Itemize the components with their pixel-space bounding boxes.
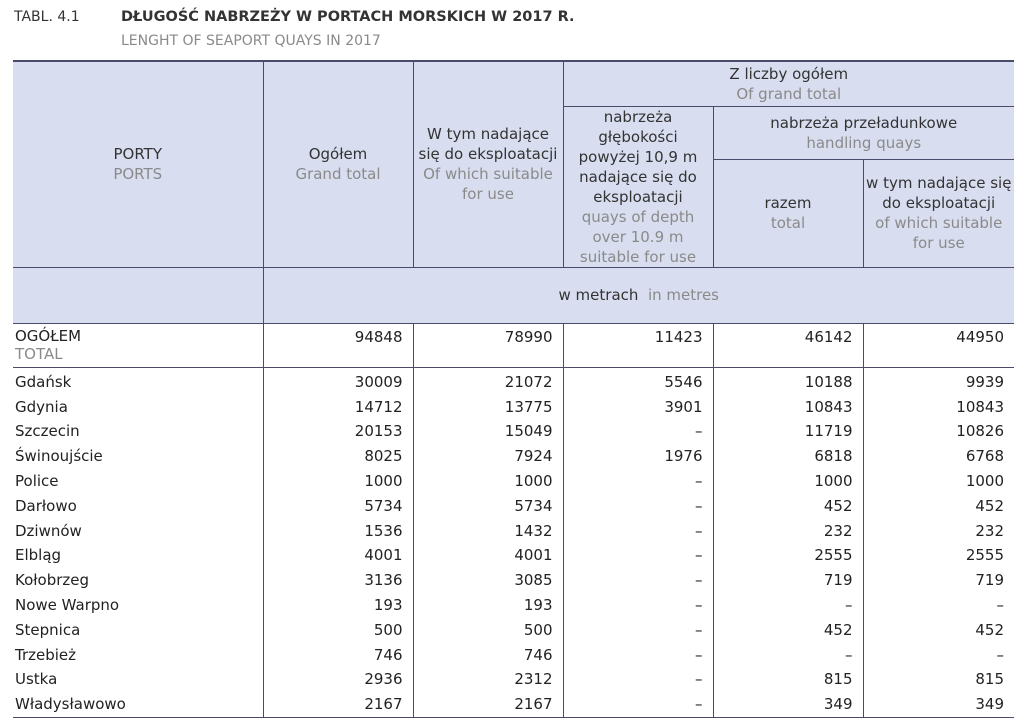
cell-grand-total: 746 <box>263 642 413 667</box>
table-row <box>13 642 1014 667</box>
cell-suitable: 2312 <box>413 667 563 692</box>
cell-deep-quays: 3901 <box>563 394 713 419</box>
cell-handling-suitable: 2555 <box>863 543 1014 568</box>
cell-deep-quays: – <box>563 593 713 618</box>
port-name: Trzebież <box>15 645 77 664</box>
header-units-pl: w metrach <box>558 286 639 304</box>
header-of-grand-total-en: Of grand total <box>736 84 842 103</box>
cell-handling-suitable: 719 <box>863 568 1014 593</box>
cell-grand-total: 5734 <box>263 493 413 518</box>
cell-deep-quays: – <box>563 617 713 642</box>
table-title-polish: DŁUGOŚĆ NABRZEŻY W PORTACH MORSKICH W 2017 R. <box>121 9 575 25</box>
cell-handling-total: 452 <box>713 493 863 518</box>
port-name: Kołobrzeg <box>15 571 90 590</box>
cell-handling-total: 1000 <box>713 469 863 494</box>
cell-handling-total: – <box>713 593 863 618</box>
cell-deep-quays: – <box>563 642 713 667</box>
cell-handling-total: 232 <box>713 518 863 543</box>
table-row <box>13 367 1014 394</box>
total-grand-total: 94848 <box>263 323 413 367</box>
header-handling-total-pl: razem <box>764 194 812 213</box>
table-row <box>13 692 1014 717</box>
cell-deep-quays: 1976 <box>563 444 713 469</box>
total-label-pl: OGÓŁEM <box>15 326 82 345</box>
table-header <box>13 61 1014 323</box>
cell-handling-suitable: – <box>863 642 1014 667</box>
cell-grand-total: 3136 <box>263 568 413 593</box>
cell-grand-total: 500 <box>263 617 413 642</box>
header-ports-pl: PORTY <box>113 145 162 164</box>
table-row <box>13 493 1014 518</box>
cell-handling-total: 10188 <box>713 367 863 394</box>
port-name: Darłowo <box>15 496 77 515</box>
table-row <box>13 568 1014 593</box>
cell-deep-quays: – <box>563 493 713 518</box>
cell-deep-quays: – <box>563 518 713 543</box>
cell-deep-quays: – <box>563 667 713 692</box>
port-name: Elbląg <box>15 546 62 565</box>
quays-table <box>13 60 1014 718</box>
header-handling-total-en: total <box>770 214 806 233</box>
table-number: TABL. 4.1 <box>14 9 80 25</box>
cell-handling-suitable: 815 <box>863 667 1014 692</box>
header-handling-suitable-pl: w tym nadające się do eksploatacji <box>866 174 1012 213</box>
table-row <box>13 667 1014 692</box>
table-row <box>13 394 1014 419</box>
cell-deep-quays: – <box>563 692 713 717</box>
cell-handling-total: 11719 <box>713 419 863 444</box>
table-body <box>13 323 1014 717</box>
cell-suitable: 4001 <box>413 543 563 568</box>
header-deep-quays <box>563 106 713 267</box>
cell-grand-total: 8025 <box>263 444 413 469</box>
cell-deep-quays: – <box>563 419 713 444</box>
header-suitable <box>413 61 563 267</box>
cell-handling-suitable: 6768 <box>863 444 1014 469</box>
cell-grand-total: 1536 <box>263 518 413 543</box>
header-units <box>263 267 1014 323</box>
total-suitable: 78990 <box>413 323 563 367</box>
cell-suitable: 1432 <box>413 518 563 543</box>
cell-handling-total: 719 <box>713 568 863 593</box>
total-handling-total: 46142 <box>713 323 863 367</box>
port-name: Police <box>15 472 59 491</box>
cell-suitable: 193 <box>413 593 563 618</box>
table-row <box>13 444 1014 469</box>
total-label <box>13 323 263 367</box>
table-row <box>13 419 1014 444</box>
cell-grand-total: 2936 <box>263 667 413 692</box>
port-name: Władysławowo <box>13 692 263 717</box>
cell-handling-total: 349 <box>713 692 863 717</box>
cell-handling-suitable: 232 <box>863 518 1014 543</box>
header-units-spacer <box>13 267 263 323</box>
cell-handling-total: 10843 <box>713 394 863 419</box>
total-handling-suitable: 44950 <box>863 323 1014 367</box>
cell-suitable: 15049 <box>413 419 563 444</box>
cell-handling-total: 6818 <box>713 444 863 469</box>
cell-handling-suitable: 349 <box>863 692 1014 717</box>
port-name: Nowe Warpno <box>15 596 120 615</box>
header-handling-total <box>713 160 863 267</box>
port-name: Szczecin <box>15 422 80 441</box>
cell-suitable: 13775 <box>413 394 563 419</box>
cell-handling-total: – <box>713 642 863 667</box>
cell-handling-suitable: 1000 <box>863 469 1014 494</box>
header-grand-total-en: Grand total <box>295 165 381 184</box>
header-units-en: in metres <box>647 286 719 304</box>
header-grand-total <box>263 61 413 267</box>
cell-deep-quays: 5546 <box>563 367 713 394</box>
table-row <box>13 518 1014 543</box>
header-grand-total-pl: Ogółem <box>308 145 368 164</box>
cell-grand-total: 1000 <box>263 469 413 494</box>
total-deep-quays: 11423 <box>563 323 713 367</box>
header-of-grand-total-pl: Z liczby ogółem <box>729 64 849 83</box>
header-of-grand-total <box>563 61 1014 106</box>
header-ports <box>13 61 263 267</box>
header-suitable-pl: W tym nadające się do eksploatacji <box>418 125 558 164</box>
cell-suitable: 3085 <box>413 568 563 593</box>
cell-suitable: 5734 <box>413 493 563 518</box>
header-handling-quays-en: handling quays <box>806 133 922 152</box>
header-deep-quays-pl: nabrzeża głębokości powyżej 10,9 m nadające się do eksploatacji <box>578 107 698 206</box>
cell-deep-quays: – <box>563 568 713 593</box>
cell-suitable: 1000 <box>413 469 563 494</box>
cell-suitable: 746 <box>413 642 563 667</box>
cell-handling-suitable: 452 <box>863 617 1014 642</box>
port-name: Ustka <box>15 670 58 689</box>
cell-handling-suitable: 452 <box>863 493 1014 518</box>
cell-grand-total: 20153 <box>263 419 413 444</box>
header-ports-en: PORTS <box>113 165 163 184</box>
total-label-en: TOTAL <box>15 344 63 363</box>
port-name: Stepnica <box>15 620 81 639</box>
cell-deep-quays: – <box>563 543 713 568</box>
header-suitable-en: Of which suitable for use <box>423 165 553 204</box>
total-row <box>13 323 1014 367</box>
header-deep-quays-en: quays of depth over 10.9 m suitable for use <box>579 207 697 266</box>
cell-suitable: 7924 <box>413 444 563 469</box>
cell-handling-total: 452 <box>713 617 863 642</box>
header-handling-quays-pl: nabrzeża przeładunkowe <box>770 113 958 132</box>
cell-handling-suitable: – <box>863 593 1014 618</box>
cell-grand-total: 4001 <box>263 543 413 568</box>
cell-handling-total: 2555 <box>713 543 863 568</box>
cell-suitable: 2167 <box>413 692 563 717</box>
table-row <box>13 593 1014 618</box>
header-handling-suitable <box>863 160 1014 267</box>
port-name: Dziwnów <box>15 521 82 540</box>
port-name: Świnoujście <box>15 447 103 466</box>
table-title-english: LENGHT OF SEAPORT QUAYS IN 2017 <box>121 33 381 49</box>
port-name: Gdynia <box>15 397 68 416</box>
cell-grand-total: 193 <box>263 593 413 618</box>
cell-grand-total: 30009 <box>263 367 413 394</box>
table-row <box>13 617 1014 642</box>
cell-suitable: 500 <box>413 617 563 642</box>
cell-deep-quays: – <box>563 469 713 494</box>
cell-suitable: 21072 <box>413 367 563 394</box>
table-row <box>13 543 1014 568</box>
header-handling-suitable-en: of which suitable for use <box>875 214 1003 253</box>
cell-handling-suitable: 10826 <box>863 419 1014 444</box>
cell-grand-total: 2167 <box>263 692 413 717</box>
cell-handling-total: 815 <box>713 667 863 692</box>
cell-handling-suitable: 10843 <box>863 394 1014 419</box>
port-name: Gdańsk <box>15 372 72 391</box>
table-row <box>13 469 1014 494</box>
header-handling-quays <box>713 106 1014 160</box>
cell-grand-total: 14712 <box>263 394 413 419</box>
cell-handling-suitable: 9939 <box>863 367 1014 394</box>
